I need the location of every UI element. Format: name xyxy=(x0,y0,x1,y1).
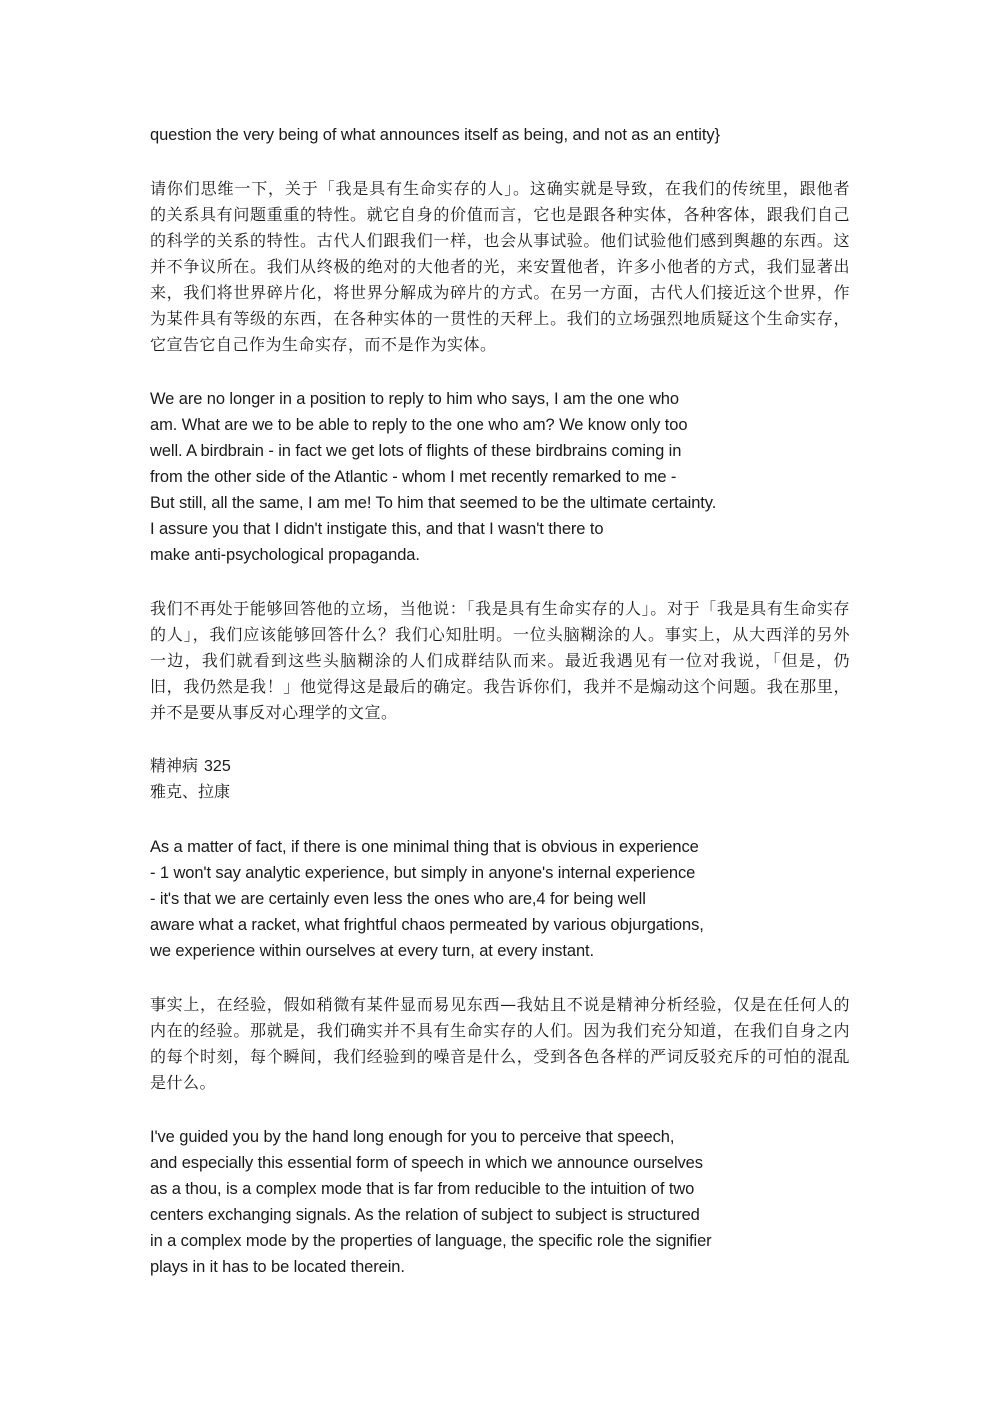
paragraph-chinese-1: 请你们思维一下，关于「我是具有生命实存的人」。这确实就是导致，在我们的传统里，跟他者的关系具有问题重重的特性。就它自身的价值而言，它也是跟各种实体，各种客体，跟我们自己的科学的关系的特性。古代人们跟我们一样，也会从事试验。他们试验他们感到舆趣的东西。这并不争议所在。我们从终极的绝对的大他者的光，来安置他者，许多小他者的方式，我们显著出来，我们将世界碎片化，将世界分解成为碎片的方式。在另一方面，古代人们接近这个世界，作为某件具有等级的东西，在各种实体的一贯性的天秤上。我们的立场强烈地质疑这个生命实存，它宣告它自己作为生命实存，而不是作为实体。 xyxy=(150,179,850,354)
paragraph-chinese-2: 我们不再处于能够回答他的立场，当他说：「我是具有生命实存的人」。对于「我是具有生命实存的人」，我们应该能够回答什么？我们心知肚明。一位头脑糊涂的人。事实上，从大西洋的另外一边，我们就看到这些头脑糊涂的人们成群结队而来。最近我遇见有一位对我说，「但是，仍旧，我仍然是我！」他觉得这是最后的确定。我告诉你们，我并不是煽动这个问题。我在那里，并不是要从事反对心理学的文宣。 xyxy=(150,599,850,722)
header-title: 精神病 xyxy=(150,758,199,775)
document-page xyxy=(150,122,850,1280)
header-author: 雅克、拉康 xyxy=(150,784,231,801)
running-header xyxy=(150,754,850,806)
page-number: 325 xyxy=(204,758,231,775)
paragraph-english-3: As a matter of fact, if there is one minimal thing that is obvious in experience - 1 won't say analytic experience, but simply in anyone's internal experience - it's that we are certainly even less the ones who are,4 for being well aware what a racket, what frightful chaos permeated by various objurgations, we experience within ourselves at every turn, at every instant. xyxy=(150,838,704,960)
paragraph-english-4: I've guided you by the hand long enough for you to perceive that speech, and especially this essential form of speech in which we announce ourselves as a thou, is a complex mode that is far from reducible to the intuition of two centers exchanging signals. As the relation of subject to subject is structured in a complex mode by the properties of language, the specific role the signifier plays in it has to be located therein. xyxy=(150,1128,712,1276)
paragraph-english-1: question the very being of what announces itself as being, and not as an entity} xyxy=(150,126,720,144)
header-title-line xyxy=(150,754,850,780)
paragraph-chinese-3: 事实上，在经验，假如稍微有某件显而易见东西—我姑且不说是精神分析经验，仅是在任何人的内在的经验。那就是，我们确实并不具有生命实存的人们。因为我们充分知道，在我们自身之内的每个时刻，每个瞬间，我们经验到的噪音是什么，受到各色各样的严词反驳充斥的可怕的混乱是什么。 xyxy=(150,995,850,1092)
paragraph-english-2: We are no longer in a position to reply to him who says, I am the one who am. What are we to be able to reply to the one who am? We know only too well. A birdbrain - in fact we get lots of flights of these birdbrains coming in from the other side of the Atlantic - whom I met recently remarked to me - But still, all the same, I am me! To him that seemed to be the ultimate certainty. I assure you that I didn't instigate this, and that I wasn't there to make anti-psychological propaganda. xyxy=(150,390,717,564)
